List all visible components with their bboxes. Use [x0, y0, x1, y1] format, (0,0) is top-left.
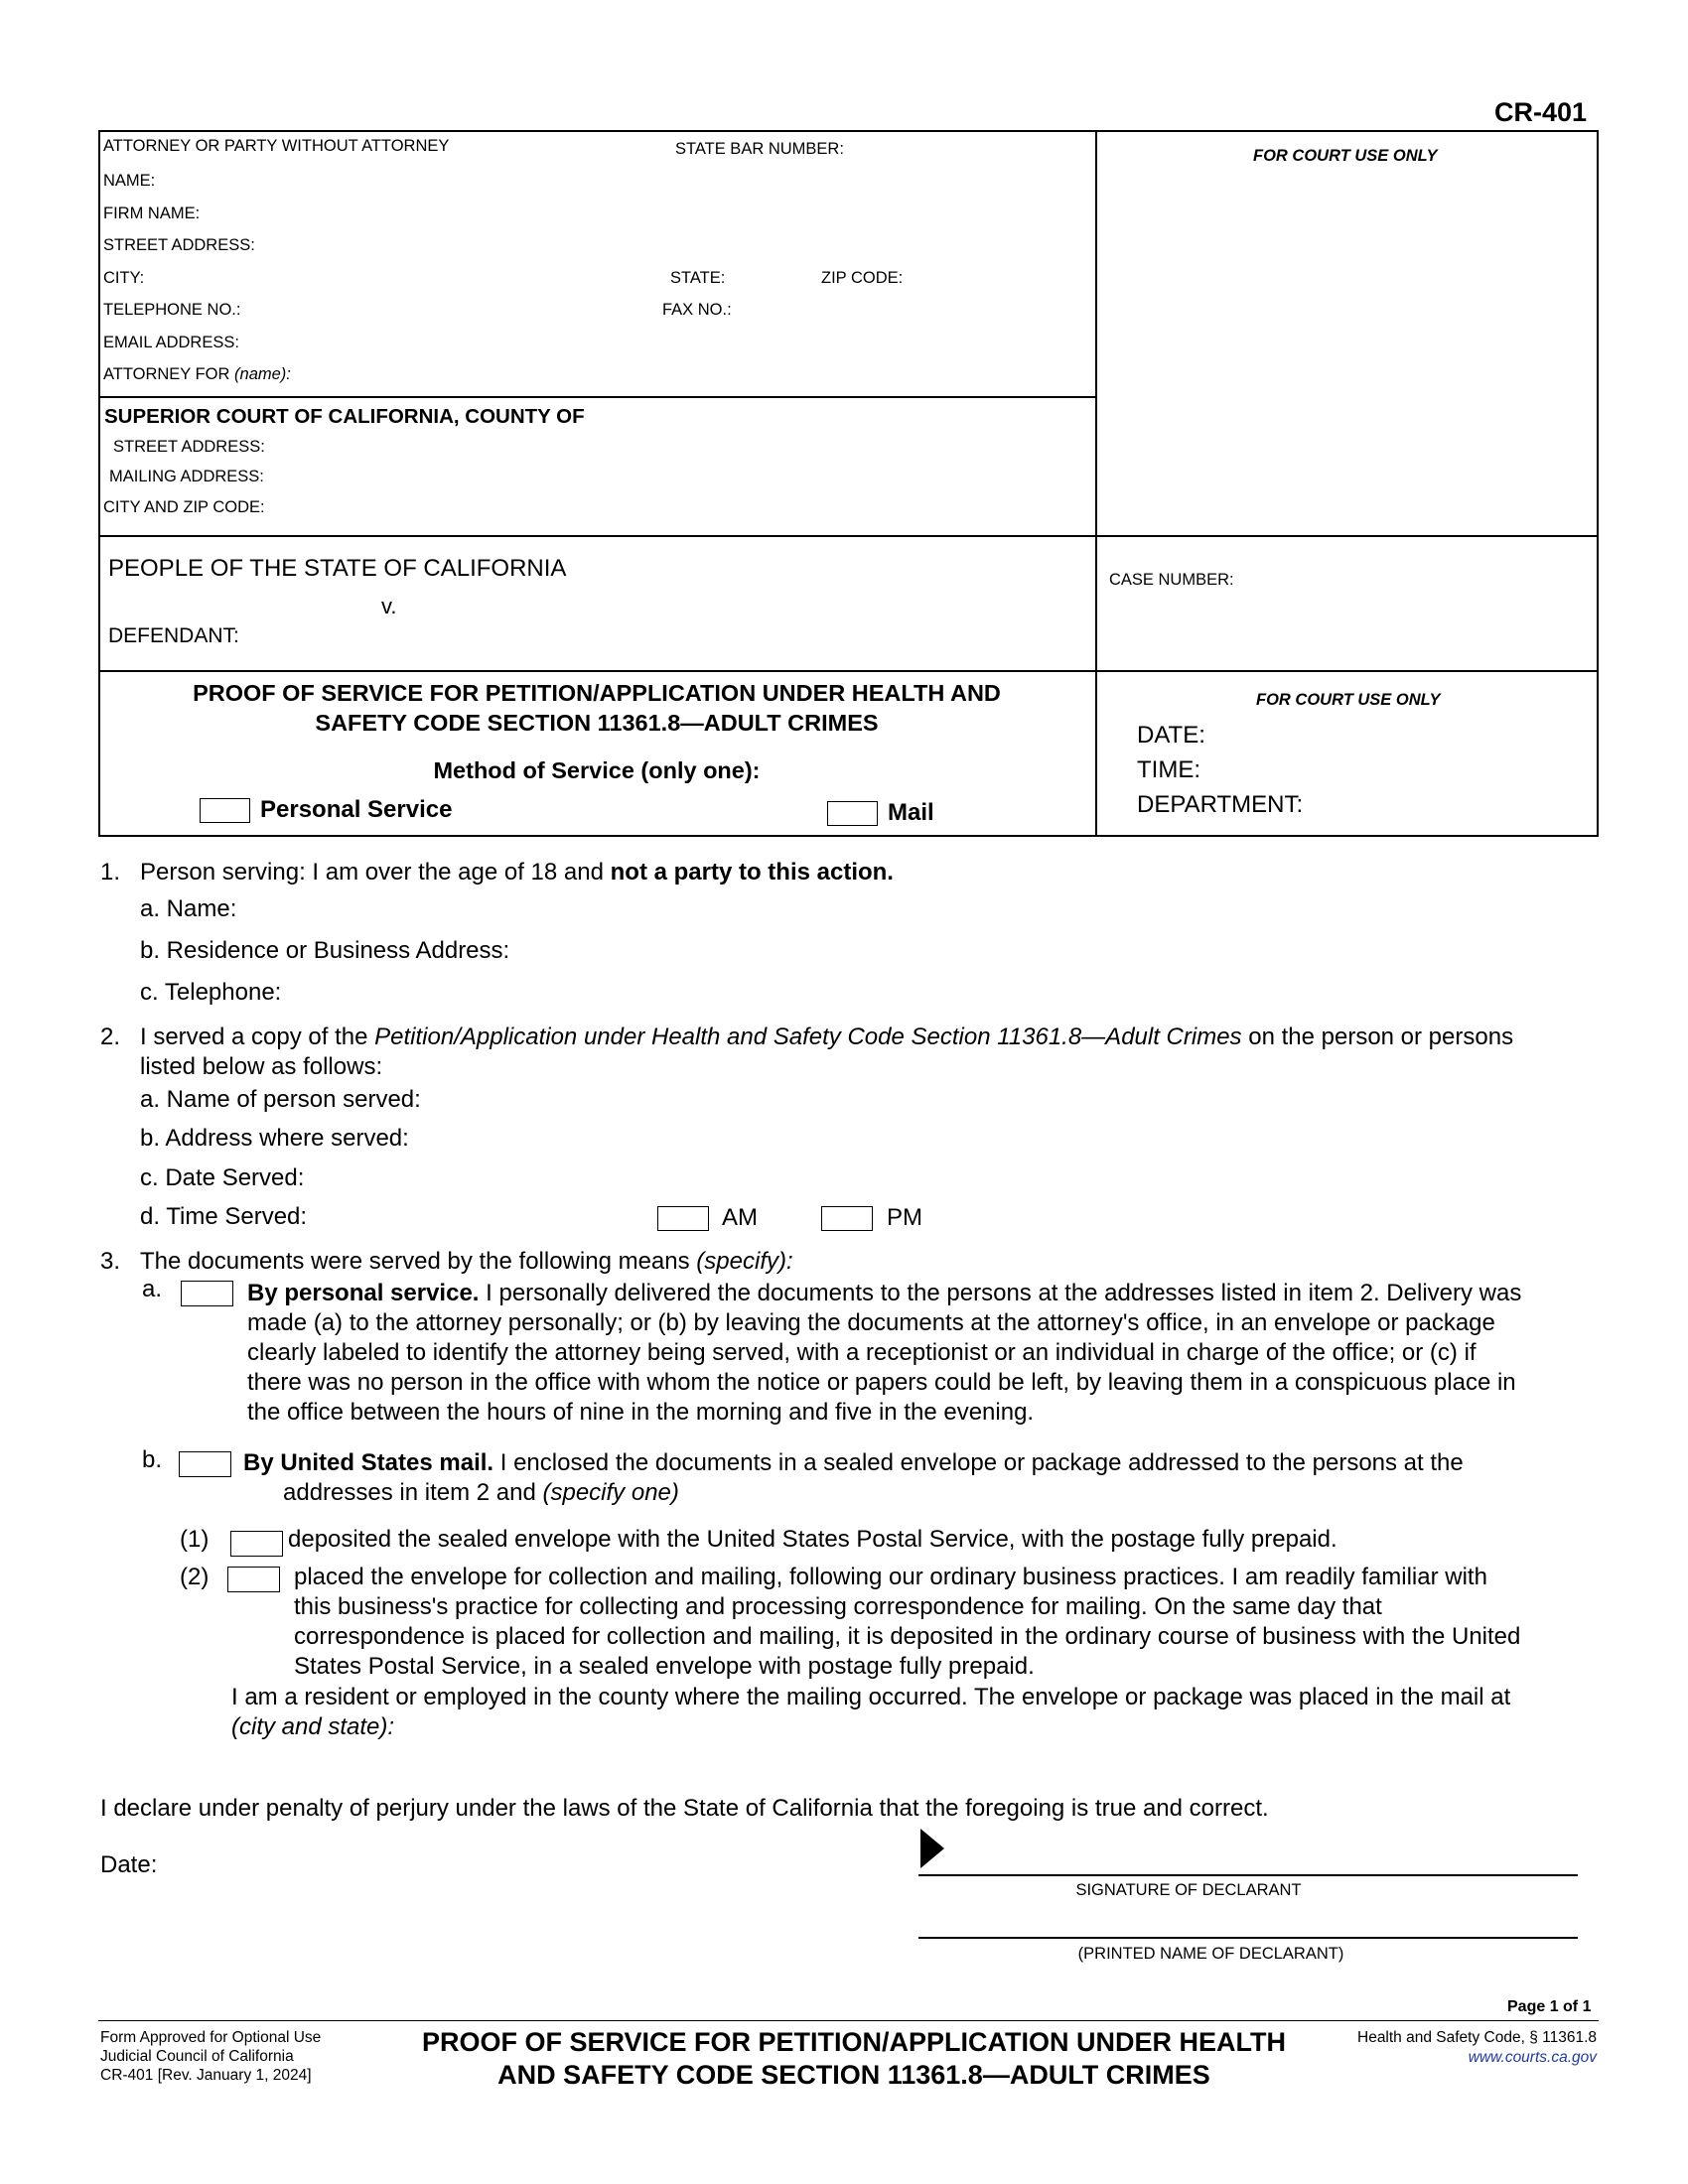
item-2a-person-served[interactable]: a. Name of person served:	[140, 1086, 421, 1113]
mail-checkbox[interactable]	[827, 801, 878, 826]
state-label[interactable]: STATE:	[670, 269, 726, 287]
form-title-line-1: PROOF OF SERVICE FOR PETITION/APPLICATION UNDER HEALTH AND	[193, 680, 1001, 706]
name-label[interactable]: NAME:	[103, 172, 156, 190]
pm-label: PM	[887, 1204, 922, 1231]
option-2-checkbox[interactable]	[227, 1567, 280, 1592]
item-3-number: 3.	[100, 1248, 121, 1275]
state-bar-label[interactable]: STATE BAR NUMBER:	[675, 140, 844, 158]
item-3b-text: By United States mail. I enclosed the documents in a sealed envelope or package addressed to the persons at the addresses in item 2 and (specify one)	[243, 1449, 1464, 1506]
item-2-text-line-2: listed below as follows:	[140, 1053, 383, 1080]
form-number: CR-401	[1494, 97, 1588, 127]
am-label: AM	[722, 1204, 758, 1231]
signature-line[interactable]	[918, 1874, 1578, 1876]
item-2c-date-served[interactable]: c. Date Served:	[140, 1164, 305, 1191]
printed-name-label: (PRINTED NAME OF DECLARANT)	[1077, 1945, 1344, 1963]
footer-right: Health and Safety Code, § 11361.8 www.courts.ca.gov	[1357, 2029, 1597, 2066]
item-3b-letter: b.	[142, 1446, 163, 1473]
phone-label[interactable]: TELEPHONE NO.:	[103, 301, 241, 319]
courts-website-link[interactable]: www.courts.ca.gov	[1468, 2049, 1597, 2066]
footer-title: PROOF OF SERVICE FOR PETITION/APPLICATION UNDER HEALTH AND SAFETY CODE SECTION 11361.8—ADULT CRIMES	[421, 2027, 1287, 2090]
court-use-label-1: FOR COURT USE ONLY	[1253, 147, 1438, 165]
option-2-text: placed the envelope for collection and mailing, following our ordinary business practices. I am readily familiar with this business's practice for collecting and processing correspondence for mailing. On the same day that correspondence is placed for collection and mailing, it is deposited in the ordinary course of business with the United States Postal Service, in a sealed envelope with postage fully prepaid.	[294, 1564, 1521, 1680]
mail-label: Mail	[888, 799, 934, 826]
option-1-text: deposited the sealed envelope with the United States Postal Service, with the postage fully prepaid.	[288, 1526, 1337, 1553]
court-use-label-2: FOR COURT USE ONLY	[1256, 691, 1441, 709]
option-1-checkbox[interactable]	[230, 1531, 283, 1557]
case-title-divider	[98, 670, 1599, 672]
item-3-text: The documents were served by the following means (specify):	[140, 1248, 793, 1275]
hearing-date-label[interactable]: DATE:	[1137, 722, 1205, 749]
item-3a-letter: a.	[142, 1276, 163, 1302]
item-2-text: I served a copy of the Petition/Application under Health and Safety Code Section 11361.8—Adult Crimes on the person or persons	[140, 1024, 1514, 1050]
item-1c-telephone[interactable]: c. Telephone:	[140, 979, 282, 1006]
signature-arrow-icon	[918, 1827, 948, 1870]
declaration-text: I declare under penalty of perjury under the laws of the State of California that the foregoing is true and correct.	[100, 1795, 1269, 1822]
item-2-number: 2.	[100, 1024, 121, 1050]
hearing-time-label[interactable]: TIME:	[1137, 756, 1200, 783]
versus-label: v.	[381, 594, 397, 618]
attorney-court-divider	[98, 396, 1096, 398]
item-1a-name[interactable]: a. Name:	[140, 895, 237, 922]
mail-means-checkbox[interactable]	[179, 1451, 231, 1477]
header-divider	[1095, 130, 1097, 837]
method-label: Method of Service (only one):	[433, 757, 761, 783]
attorney-label: ATTORNEY OR PARTY WITHOUT ATTORNEY	[103, 137, 450, 155]
court-case-divider	[98, 535, 1599, 537]
item-2d-time-served[interactable]: d. Time Served:	[140, 1203, 308, 1230]
item-1-text: Person serving: I am over the age of 18 and not a party to this action.	[140, 859, 894, 886]
item-3a-text: By personal service. I personally delivered the documents to the persons at the addresses listed in item 2. Delivery was made (a) to the attorney personally; or (b) by leaving the documents at the attorney's office, in an envelope or package clearly labeled to identify the attorney being served, with a receptionist or an individual in charge of the office; or (c) if there was no person in the office with whom the notice or papers could be left, by leaving them in a conspicuous place in the office between the hours of nine in the morning and five in the evening.	[247, 1280, 1522, 1426]
department-label[interactable]: DEPARTMENT:	[1137, 791, 1304, 818]
declaration-date-label[interactable]: Date:	[100, 1851, 158, 1878]
email-label[interactable]: EMAIL ADDRESS:	[103, 334, 239, 351]
case-number-label[interactable]: CASE NUMBER:	[1109, 571, 1234, 589]
zip-label[interactable]: ZIP CODE:	[821, 269, 904, 287]
court-title: SUPERIOR COURT OF CALIFORNIA, COUNTY OF	[104, 405, 585, 428]
personal-service-label: Personal Service	[260, 796, 453, 823]
printed-name-line[interactable]	[918, 1937, 1578, 1939]
city-label[interactable]: CITY:	[103, 269, 145, 287]
option-2-number: (2)	[180, 1564, 210, 1590]
form-title	[100, 678, 1093, 738]
form-title-line-2: SAFETY CODE SECTION 11361.8—ADULT CRIMES	[315, 710, 879, 736]
footer-left: Form Approved for Optional Use Judicial Council of California CR-401 [Rev. January 1, 2024]	[100, 2029, 322, 2084]
item-1-number: 1.	[100, 859, 121, 886]
street-label[interactable]: STREET ADDRESS:	[103, 236, 255, 254]
people-label: PEOPLE OF THE STATE OF CALIFORNIA	[108, 555, 567, 582]
court-city-zip-label[interactable]: CITY AND ZIP CODE:	[103, 498, 265, 516]
attorney-for-label[interactable]: ATTORNEY FOR (name):	[103, 365, 291, 383]
signature-label: SIGNATURE OF DECLARANT	[1075, 1881, 1302, 1899]
footer-rule	[98, 2020, 1599, 2021]
option-1-number: (1)	[180, 1526, 210, 1553]
personal-service-means-checkbox[interactable]	[181, 1281, 233, 1306]
personal-service-checkbox[interactable]	[200, 798, 250, 823]
mailing-location[interactable]: I am a resident or employed in the county where the mailing occurred. The envelope or package was placed in the mail at (city and state):	[231, 1684, 1511, 1740]
firm-label[interactable]: FIRM NAME:	[103, 205, 201, 222]
court-mailing-label[interactable]: MAILING ADDRESS:	[109, 468, 264, 485]
item-1b-address[interactable]: b. Residence or Business Address:	[140, 937, 510, 964]
item-2b-address-served[interactable]: b. Address where served:	[140, 1125, 409, 1152]
page-number: Page 1 of 1	[1507, 1998, 1592, 2015]
defendant-label[interactable]: DEFENDANT:	[108, 624, 239, 647]
fax-label[interactable]: FAX NO.:	[662, 301, 732, 319]
am-checkbox[interactable]	[657, 1206, 709, 1231]
court-street-label[interactable]: STREET ADDRESS:	[113, 438, 265, 456]
pm-checkbox[interactable]	[821, 1206, 873, 1231]
